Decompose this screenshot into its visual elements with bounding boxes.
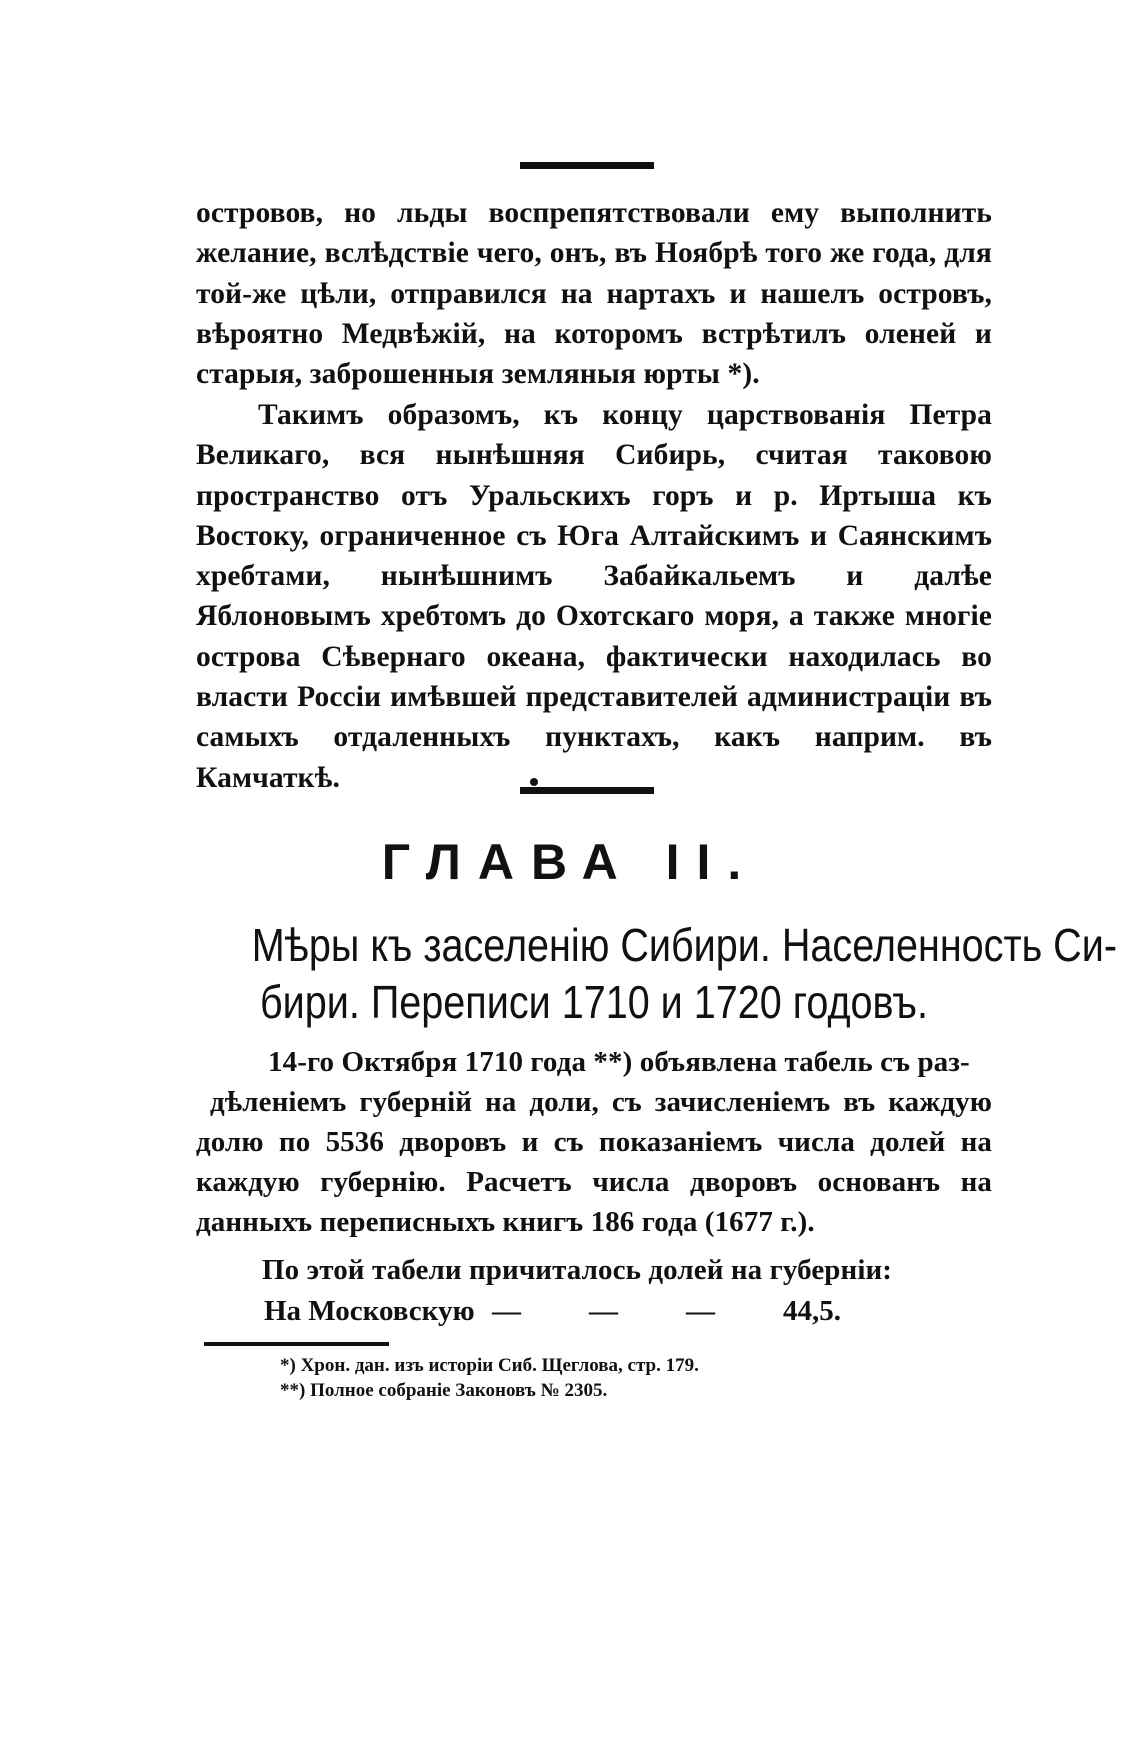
footnote-2: **) Полное собраніе Законовъ № 2305. [280,1380,608,1401]
chapter-separator-rule [520,787,654,794]
chapter-heading: ГЛАВА II. [381,834,759,890]
chapter-subtitle-line-1: Мѣры къ заселенію Сибири. Населенность Си- [251,919,1118,971]
footnote-1: *) Хрон. дан. изъ исторіи Сиб. Щеглова, стр. 179. [280,1355,699,1376]
ornament-dot [530,778,538,786]
top-separator-rule [520,162,654,169]
table-row-value: 44,5. [783,1295,841,1327]
paragraph-2: Такимъ образомъ, къ концу царствованія Петра Великаго, вся нынѣшняя Сибирь, считая таковою пространство отъ Уральскихъ горъ и р. Иртыша къ Востоку, ограниченное съ Юга Алтайскимъ и Саянскимъ хребтами, нынѣшнимъ Забайкальемъ и далѣе Яблоновымъ хребтомъ до Охотскаго моря, а также многіе острова Сѣвернаго океана, фактически находилась во власти Россіи имѣвшей представителей администраціи въ самыхъ отдаленныхъ пунктахъ, какъ наприм. въ Камчаткѣ. [196,399,992,794]
paragraph-1: островов, но льды воспрепятствовали ему выполнить желание, вслѣдствіе чего, онъ, въ Ноябрѣ того же года, для той-же цѣли, отправился на нартахъ и нашелъ островъ, вѣроятно Медвѣжій, на которомъ встрѣтилъ оленей и старыя, заброшенныя земляныя юрты *). [196,197,992,391]
paragraph-3-first-line: 14-го Октября 1710 года **) объявлена табель съ раз- [268,1046,970,1078]
footnote-separator-rule [204,1342,389,1346]
paragraph-3-continuation: дѣленіемъ губерній на доли, съ зачисленіемъ въ каждую долю по 5536 дворовъ и съ показаніемъ числа долей на каждую губернію. Расчетъ числа дворовъ основанъ на данныхъ переписныхъ книгъ 186 года (1677 г.). [196,1086,992,1238]
paragraph-4: По этой табели причиталось долей на губерніи: [262,1254,893,1286]
chapter-subtitle-line-2: бири. Переписи 1710 и 1720 годовъ. [260,976,928,1028]
table-row-dash: — [686,1295,715,1327]
table-row [264,1295,864,1335]
table-row-dash: — [492,1295,521,1327]
table-row-label: На Московскую [264,1295,475,1327]
table-row-dash: — [589,1295,618,1327]
chapter-subtitle [251,917,1118,1031]
paragraph-3 [196,1042,992,1242]
